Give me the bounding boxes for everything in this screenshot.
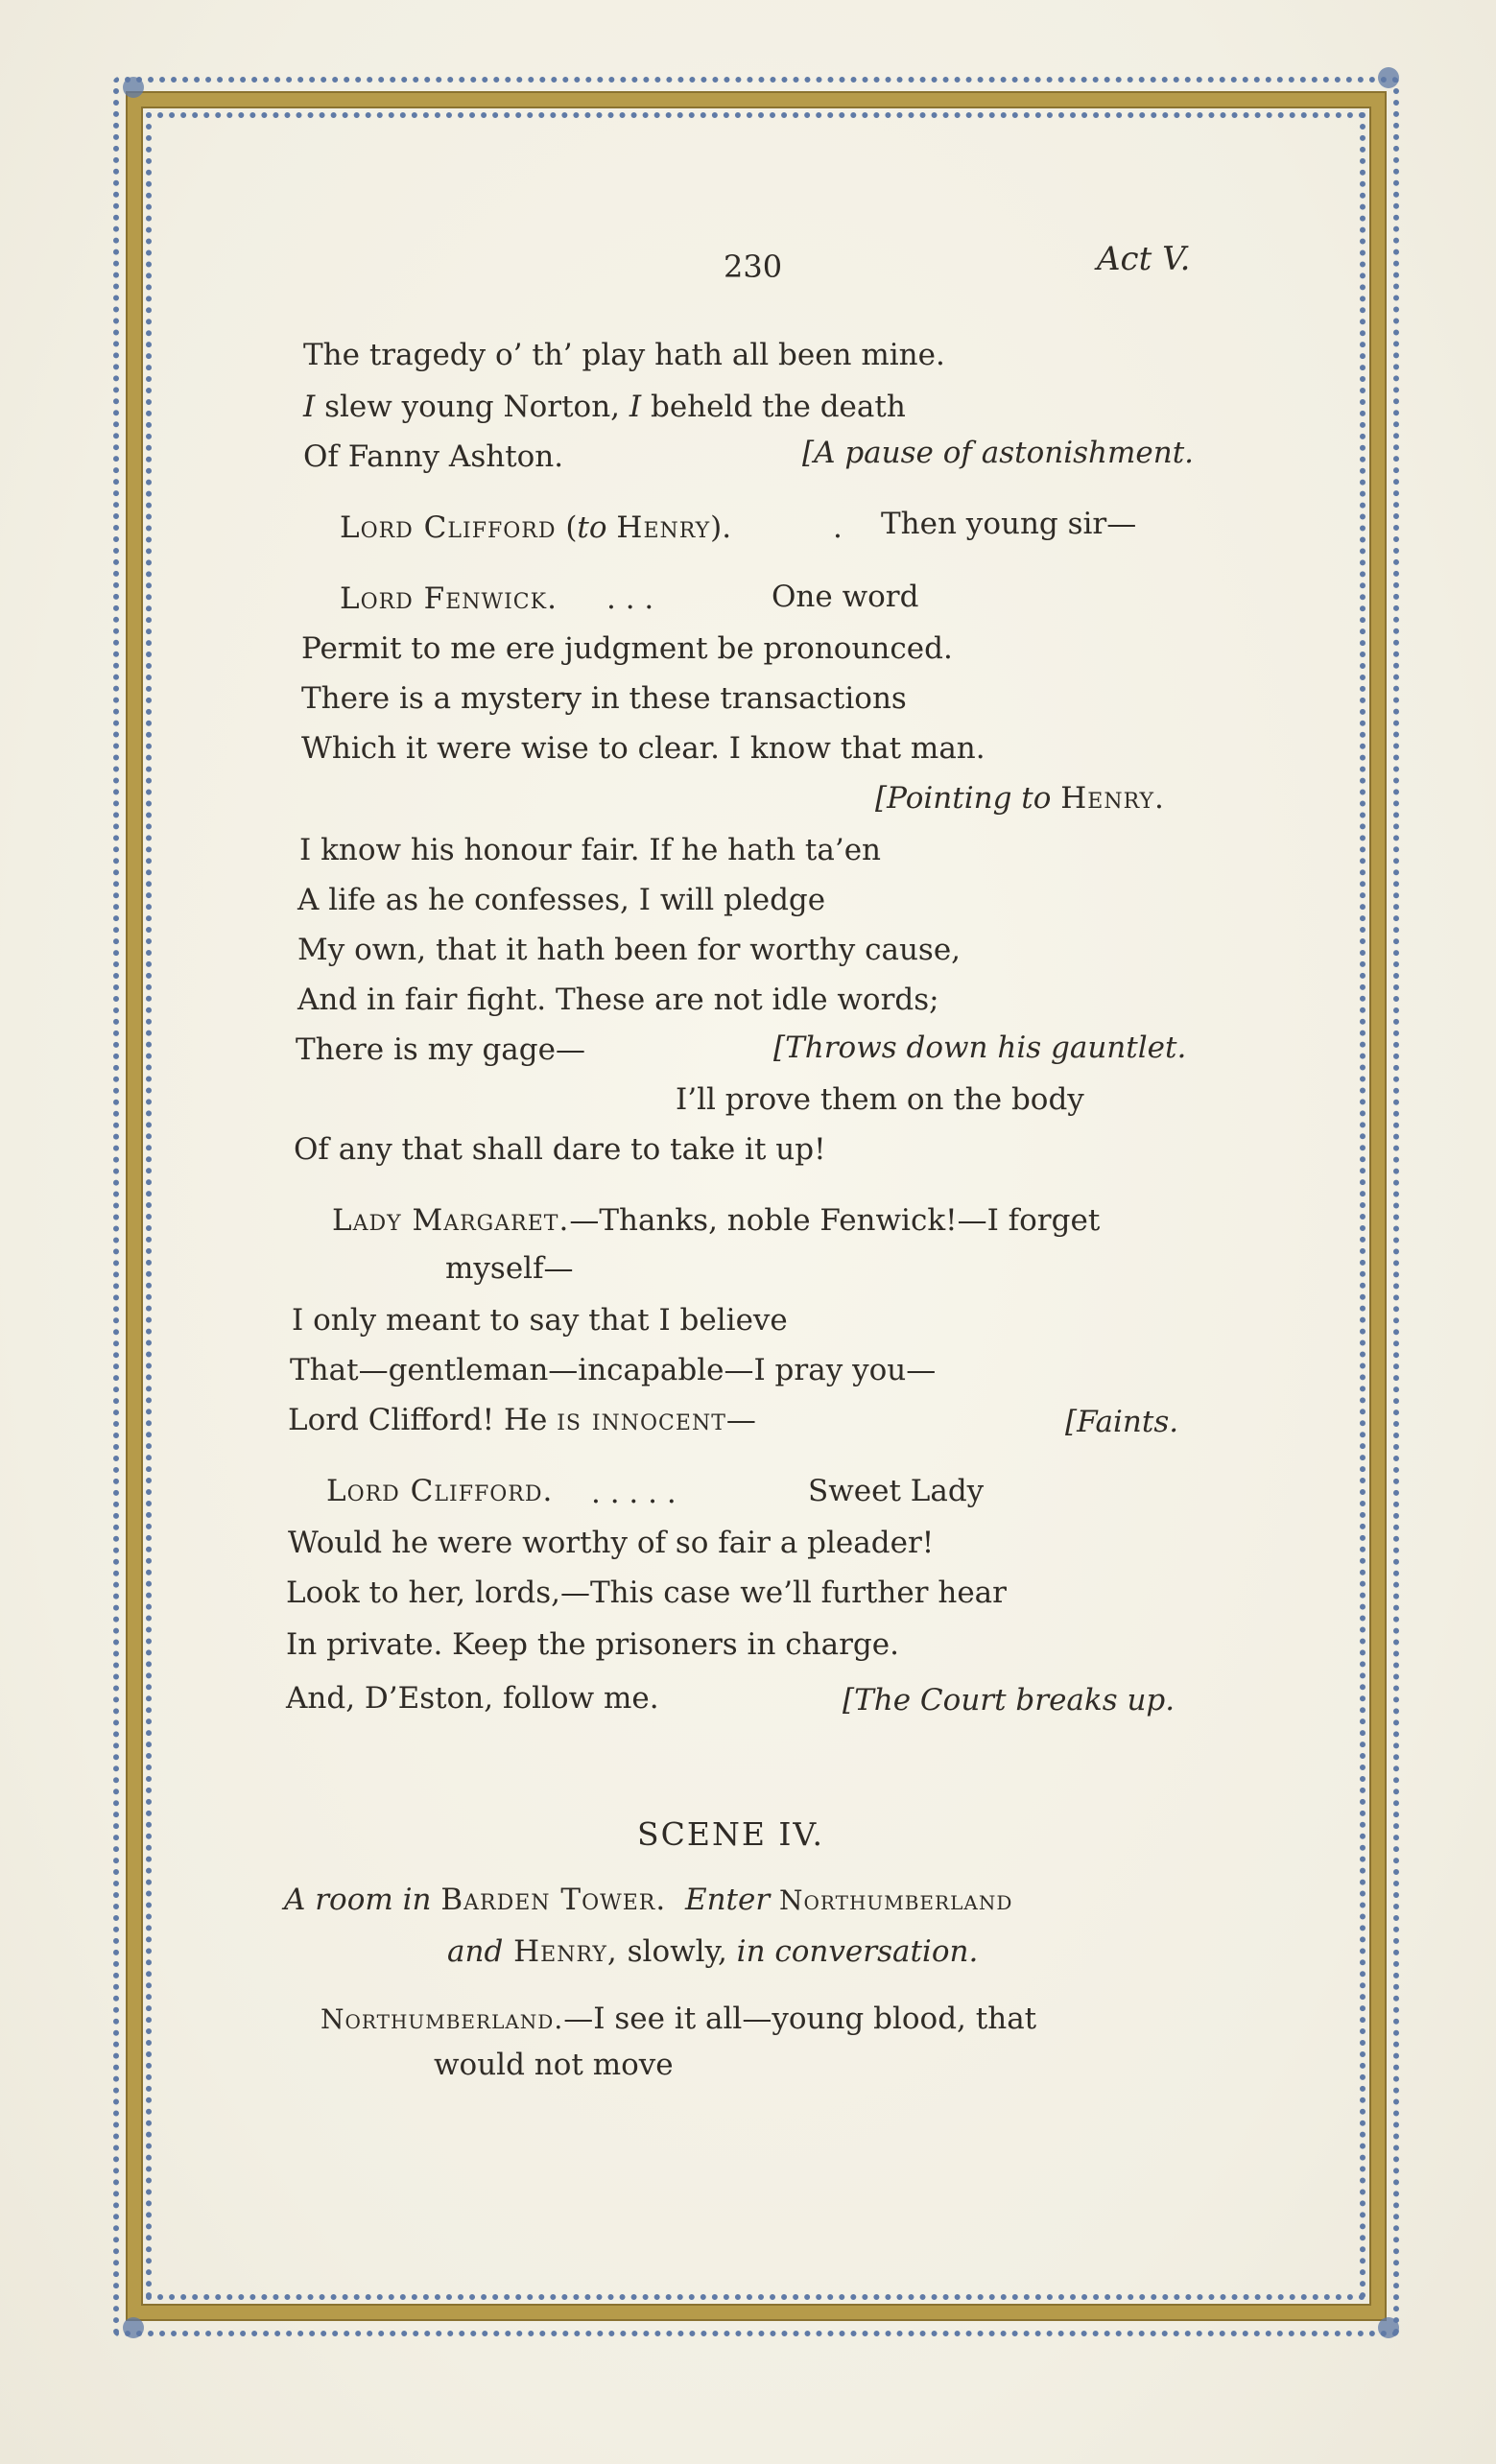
verse-line: myself— [445,1251,574,1286]
speaker-name: Lord Clifford [340,510,557,545]
speaker-name: Lady Margaret. [332,1203,570,1238]
speaker-line: Lord Clifford (to Henry). [340,510,732,545]
corner-ornament-icon [1378,67,1399,88]
verse-line: And in fair fight. These are not idle words; [297,983,939,1017]
verse-line: One word [772,580,919,614]
stage-direction: [Faints. [1065,1405,1179,1439]
stage-direction: [The Court breaks up. [843,1683,1175,1718]
verse-line: Then young sir— [881,507,1137,541]
stage-direction: [Pointing to Henry. [875,781,1165,816]
verse-line: Which it were wise to clear. I know that man. [301,731,985,766]
speaker-line: Lady Margaret.—Thanks, noble Fenwick!—I forget [332,1203,1101,1238]
verse-line: I only meant to say that I believe [292,1303,788,1338]
verse-line: A life as he confesses, I will pledge [297,883,826,917]
corner-ornament-icon [123,2317,144,2338]
speaker-name: Lord Clifford. [326,1474,554,1508]
verse-line: I know his honour fair. If he hath ta’en [299,833,881,867]
verse-line: There is a mystery in these transactions [301,681,907,716]
verse-line: Lord Clifford! He is innocent— [288,1403,756,1437]
dot-leader: . [833,510,843,545]
stage-direction: A room in Barden Tower. Enter Northumberland [284,1883,1013,1917]
scene-heading: SCENE IV. [637,1815,824,1853]
verse-line: Look to her, lords,—This case we’ll further hear [286,1576,1007,1610]
corner-ornament-icon [123,77,144,98]
verse-line: That—gentleman—incapable—I pray you— [290,1353,937,1387]
verse-line: The tragedy o’ th’ play hath all been mine. [303,338,945,372]
verse-line: Would he were worthy of so fair a pleader! [288,1526,935,1560]
stage-direction: [Throws down his gauntlet. [773,1031,1187,1065]
act-header: Act V. [1097,240,1191,278]
verse-line: I slew young Norton, I beheld the death [303,390,906,424]
verse-line: Of any that shall dare to take it up! [294,1132,826,1167]
dot-leader: . . . [606,581,654,616]
corner-ornament-icon [1378,2317,1399,2338]
speaker-line: Northumberland.—I see it all—young blood, that [321,2002,1037,2036]
stage-direction: and Henry, slowly, in conversation. [447,1934,979,1969]
speaker-name: Northumberland. [321,2003,564,2035]
page-number: 230 [724,249,783,285]
verse-line: And, D’Eston, follow me. [286,1681,659,1716]
stage-direction: [A pause of astonishment. [802,436,1195,470]
dot-leader: . . . . . [591,1476,677,1510]
verse-line: My own, that it hath been for worthy cause, [297,933,962,967]
verse-line: would not move [434,2048,674,2082]
verse-line: There is my gage— [296,1032,585,1067]
verse-line: In private. Keep the prisoners in charge. [286,1627,899,1662]
verse-line: Sweet Lady [808,1474,985,1508]
verse-line: I’ll prove them on the body [676,1082,1084,1117]
speaker-name: Lord Fenwick. [340,581,558,616]
verse-line: Of Fanny Ashton. [303,439,564,474]
verse-line: Permit to me ere judgment be pronounced. [301,631,953,666]
